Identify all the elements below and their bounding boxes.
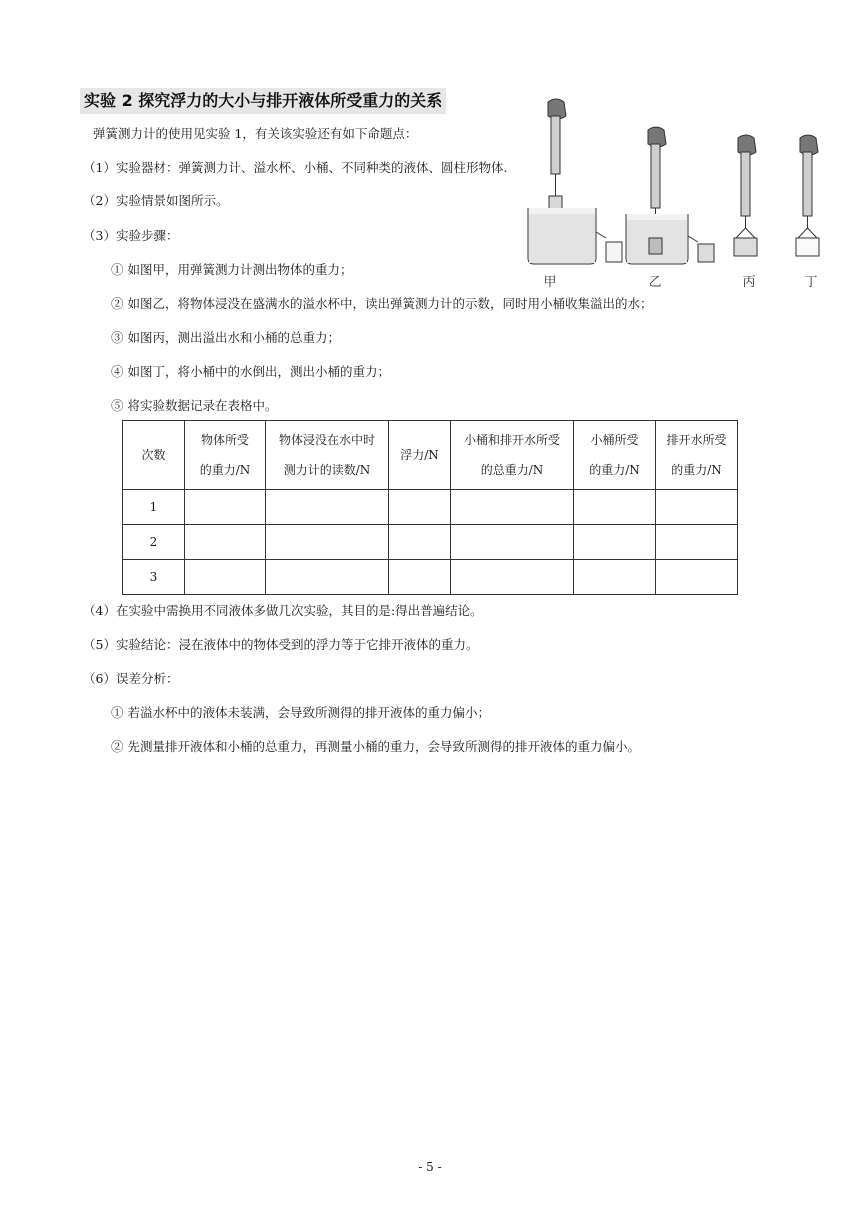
row-number: 2 [123,525,185,560]
table-cell [389,560,451,595]
step-4: ④ 如图丁，将小桶中的水倒出，测出小桶的重力； [111,364,390,379]
table-row [123,560,738,595]
table-cell [451,560,574,595]
data-table [122,420,738,595]
small-bucket [606,242,622,262]
purpose-item: （4）在实验中需换用不同液体多做几次实验，其目的是:得出普遍结论。 [83,603,483,618]
error-heading: （6）误差分析： [83,671,179,686]
scale-ding [796,135,819,256]
label-bing: 丙 [742,275,756,290]
small-bucket [698,244,714,262]
label-yi: 乙 [648,275,662,290]
table-cell [185,490,266,525]
error-1: ① 若溢水杯中的液体未装满，会导致所测得的排开液体的重力偏小； [111,705,490,720]
table-cell [185,525,266,560]
spring-scale [651,144,660,208]
scale-yi [626,127,714,264]
small-bucket [734,238,757,256]
spring-scale [741,152,750,216]
steps-heading: （3）实验步骤： [83,228,179,243]
small-bucket [796,238,819,256]
table-cell [574,560,656,595]
table-cell [574,490,656,525]
table-cell [266,525,389,560]
cylinder-object [649,238,662,254]
scale-bing [734,135,757,256]
row-number: 1 [123,490,185,525]
header-count: 次数 [123,421,185,490]
table-cell [266,560,389,595]
step-1: ① 如图甲，用弹簧测力计测出物体的重力； [111,262,353,277]
table-cell [574,525,656,560]
header-displaced-water-weight: 排开水所受 的重力/N [656,421,738,490]
header-buoyancy: 浮力/N [389,421,451,490]
page-number: - 5 - [418,1160,442,1174]
table-cell [451,525,574,560]
experiment-figure [520,96,840,296]
table-cell [656,560,738,595]
error-2: ② 先测量排开液体和小桶的总重力，再测量小桶的重力，会导致所测得的排开液体的重力偏小。 [111,739,640,754]
cylinder-object [549,196,562,210]
label-ding: 丁 [804,275,818,290]
table-cell [185,560,266,595]
step-5: ⑤ 将实验数据记录在表格中。 [111,398,278,413]
header-bucket-water-weight: 小桶和排开水所受 的总重力/N [451,421,574,490]
section-title: 实验 2 探究浮力的大小与排开液体所受重力的关系 [80,88,446,114]
table-header-row [123,421,738,490]
table-cell [656,525,738,560]
table-cell [389,490,451,525]
header-scale-reading: 物体浸没在水中时 测力计的读数/N [266,421,389,490]
scene-item: （2）实验情景如图所示。 [83,193,229,208]
label-jia: 甲 [543,275,557,290]
header-bucket-weight: 小桶所受 的重力/N [574,421,656,490]
spring-scale [551,116,560,174]
step-2: ② 如图乙，将物体浸没在盛满水的溢水杯中，读出弹簧测力计的示数，同时用小桶收集溢出的水； [111,296,653,311]
table-cell [266,490,389,525]
table-cell [451,490,574,525]
table-row [123,525,738,560]
conclusion-item: （5）实验结论：浸在液体中的物体受到的浮力等于它排开液体的重力。 [83,637,479,652]
scale-jia [528,99,622,264]
table-cell [656,490,738,525]
table-row [123,490,738,525]
spring-scale [803,152,812,216]
table-cell [389,525,451,560]
step-3: ③ 如图丙，测出溢出水和小桶的总重力； [111,330,340,345]
header-object-weight: 物体所受 的重力/N [185,421,266,490]
row-number: 3 [123,560,185,595]
equipment-item: （1）实验器材：弹簧测力计、溢水杯、小桶、不同种类的液体、圆柱形物体. [83,160,508,175]
intro-text: 弹簧测力计的使用见实验 1，有关该实验还有如下命题点： [93,126,418,141]
